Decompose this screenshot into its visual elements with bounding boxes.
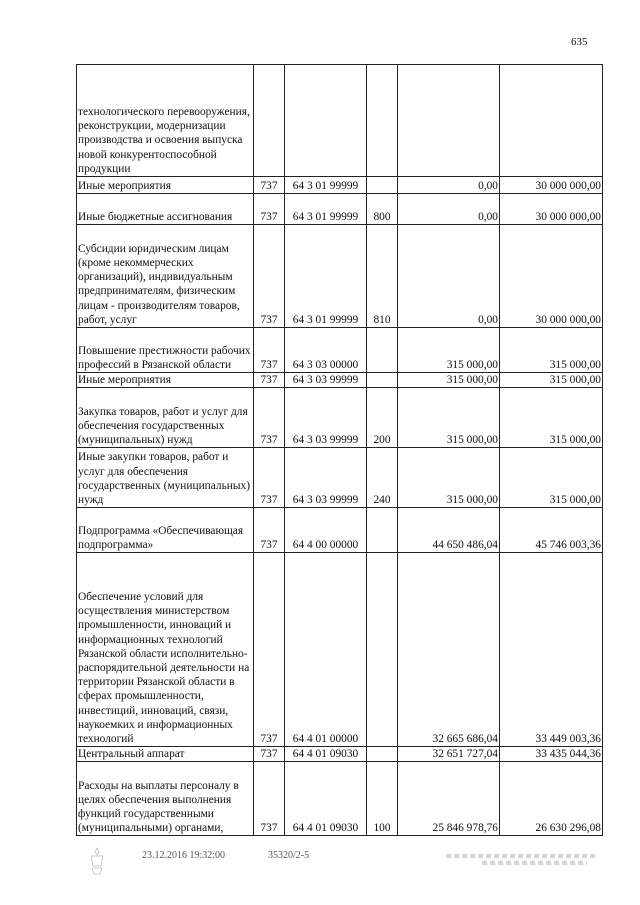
table-row xyxy=(77,328,603,373)
cell-kcsr: 64 3 01 99999 xyxy=(285,194,367,225)
cell-ved: 737 xyxy=(254,373,285,388)
cell-ved: 737 xyxy=(254,177,285,194)
cell-sum2 xyxy=(500,65,603,177)
cell-sum1: 44 650 486,04 xyxy=(398,508,500,553)
cell-kcsr: 64 3 03 99999 xyxy=(285,373,367,388)
cell-sum2: 26 630 296,08 xyxy=(500,762,603,836)
table-row xyxy=(77,448,603,508)
cell-sum2: 33 449 003,36 xyxy=(500,553,603,747)
cell-name: Обеспечение условий для осуществления министерством промышленности, инноваций и информационных технологий Рязанской области исполнительно-распорядительной деятельности на территории Рязанской области в сферах промышленности, инвестиций, инноваций, связи, наукоемких и информационных технологий xyxy=(77,553,254,747)
cell-kcsr: 64 4 01 09030 xyxy=(285,762,367,836)
table-row xyxy=(77,388,603,448)
cell-vr: 200 xyxy=(367,388,398,448)
cell-ved xyxy=(254,65,285,177)
cell-vr: 800 xyxy=(367,194,398,225)
cell-ved: 737 xyxy=(254,194,285,225)
cell-sum1: 25 846 978,76 xyxy=(398,762,500,836)
cell-name: Подпрограмма «Обеспечивающая подпрограмма» xyxy=(77,508,254,553)
table-row xyxy=(77,553,603,747)
cell-vr xyxy=(367,508,398,553)
cell-name: Центральный аппарат xyxy=(77,747,254,762)
cell-kcsr: 64 3 01 99999 xyxy=(285,225,367,328)
cell-name: Иные бюджетные ассигнования xyxy=(77,194,254,225)
cell-kcsr: 64 3 01 99999 xyxy=(285,177,367,194)
table-row xyxy=(77,177,603,194)
cell-kcsr: 64 4 01 00000 xyxy=(285,553,367,747)
table-row xyxy=(77,194,603,225)
watermark xyxy=(446,851,596,868)
budget-table xyxy=(76,64,603,836)
footer-doc-number: 35320/2-5 xyxy=(268,850,310,861)
page-number: 635 xyxy=(571,36,588,48)
table-row xyxy=(77,747,603,762)
cell-ved: 737 xyxy=(254,747,285,762)
table-row xyxy=(77,508,603,553)
cell-sum1: 32 651 727,04 xyxy=(398,747,500,762)
cell-sum2: 315 000,00 xyxy=(500,373,603,388)
cell-ved: 737 xyxy=(254,448,285,508)
cell-vr xyxy=(367,747,398,762)
cell-sum1: 315 000,00 xyxy=(398,328,500,373)
cell-ved: 737 xyxy=(254,762,285,836)
cell-sum2: 315 000,00 xyxy=(500,448,603,508)
cell-name: Закупка товаров, работ и услуг для обеспечения государственных (муниципальных) нужд xyxy=(77,388,254,448)
cell-sum1: 0,00 xyxy=(398,225,500,328)
table-body xyxy=(77,65,603,836)
cell-vr xyxy=(367,65,398,177)
cell-vr: 100 xyxy=(367,762,398,836)
cell-sum1: 315 000,00 xyxy=(398,373,500,388)
footer-datetime: 23.12.2016 19:32:00 xyxy=(142,850,226,861)
cell-vr xyxy=(367,553,398,747)
cell-ved: 737 xyxy=(254,553,285,747)
cell-vr: 810 xyxy=(367,225,398,328)
cell-name: Субсидии юридическим лицам (кроме некоммерческих организаций), индивидуальным предпринимателям, физическим лицам - производителям товаров, работ, услуг xyxy=(77,225,254,328)
cell-sum2: 33 435 044,36 xyxy=(500,747,603,762)
cell-kcsr: 64 4 00 00000 xyxy=(285,508,367,553)
cell-name: Иные мероприятия xyxy=(77,373,254,388)
cell-name: технологического перевооружения, реконструкции, модернизации производства и освоения выпуска новой конкурентоспособной продукции xyxy=(77,65,254,177)
cell-name: Расходы на выплаты персоналу в целях обеспечения выполнения функций государственными (муниципальными) органами, xyxy=(77,762,254,836)
cell-name: Иные закупки товаров, работ и услуг для обеспечения государственных (муниципальных) нужд xyxy=(77,448,254,508)
cell-kcsr: 64 3 03 99999 xyxy=(285,448,367,508)
cell-sum2: 30 000 000,00 xyxy=(500,225,603,328)
cell-sum2: 315 000,00 xyxy=(500,328,603,373)
cell-name: Повышение престижности рабочих профессий в Рязанской области xyxy=(77,328,254,373)
table-row xyxy=(77,225,603,328)
emblem-stamp xyxy=(86,846,108,876)
cell-sum2: 30 000 000,00 xyxy=(500,177,603,194)
cell-sum2: 30 000 000,00 xyxy=(500,194,603,225)
cell-sum1 xyxy=(398,65,500,177)
cell-kcsr: 64 3 03 00000 xyxy=(285,328,367,373)
cell-sum2: 315 000,00 xyxy=(500,388,603,448)
cell-vr xyxy=(367,177,398,194)
table-row xyxy=(77,762,603,836)
cell-sum1: 32 665 686,04 xyxy=(398,553,500,747)
cell-sum2: 45 746 003,36 xyxy=(500,508,603,553)
cell-name: Иные мероприятия xyxy=(77,177,254,194)
cell-ved: 737 xyxy=(254,225,285,328)
cell-kcsr: 64 3 03 99999 xyxy=(285,388,367,448)
cell-ved: 737 xyxy=(254,388,285,448)
cell-ved: 737 xyxy=(254,508,285,553)
table-row xyxy=(77,373,603,388)
cell-kcsr: 64 4 01 09030 xyxy=(285,747,367,762)
cell-sum1: 0,00 xyxy=(398,194,500,225)
cell-ved: 737 xyxy=(254,328,285,373)
cell-sum1: 315 000,00 xyxy=(398,388,500,448)
cell-vr: 240 xyxy=(367,448,398,508)
table-row xyxy=(77,65,603,177)
cell-sum1: 315 000,00 xyxy=(398,448,500,508)
cell-sum1: 0,00 xyxy=(398,177,500,194)
cell-kcsr xyxy=(285,65,367,177)
cell-vr xyxy=(367,328,398,373)
cell-vr xyxy=(367,373,398,388)
